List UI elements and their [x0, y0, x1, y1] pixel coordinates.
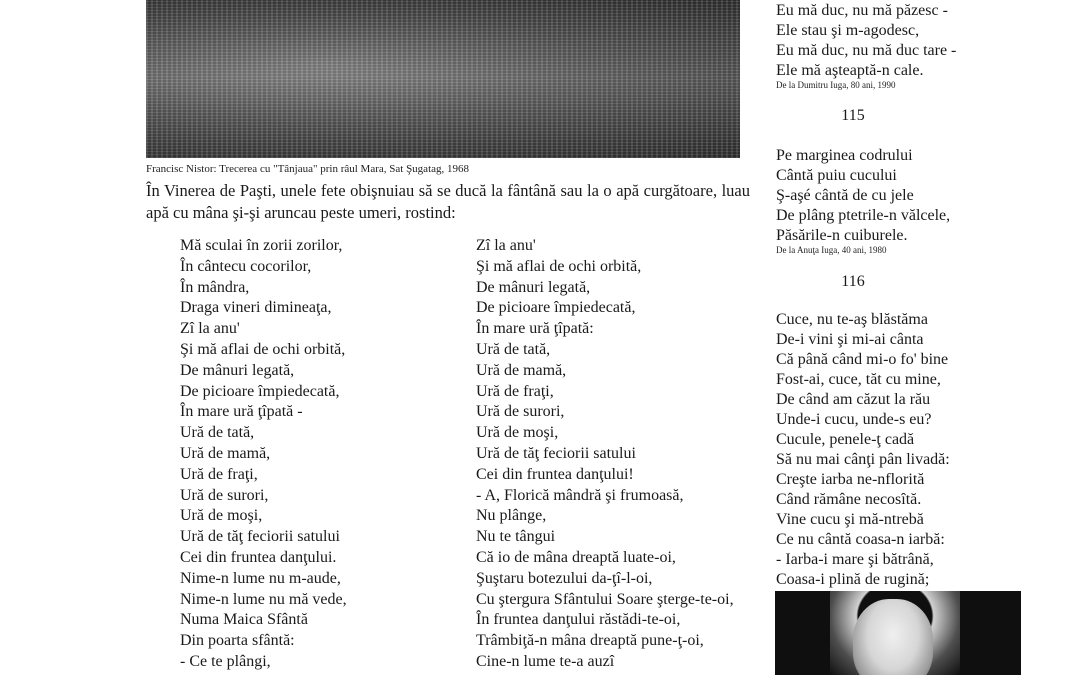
- verse-line: De picioare împiedecată,: [180, 382, 340, 400]
- verse-line: De picioare împiedecată,: [476, 299, 636, 317]
- verse-line: - Ce te plângi,: [180, 652, 271, 670]
- verse-line: Ce nu cântă coasa-n iarbă:: [776, 531, 945, 548]
- verse-line: Ele stau şi m-agodesc,: [776, 22, 920, 39]
- verse-line: Mă sculai în zorii zorilor,: [180, 237, 343, 254]
- verse-line: Ură de fraţi,: [476, 382, 554, 400]
- verse-line: Şi mă aflai de ochi orbită,: [180, 340, 346, 358]
- verse-line: Să nu mai cânţi pân livadă:: [776, 451, 950, 468]
- verse-line: Draga vineri dimineaţa,: [180, 299, 332, 317]
- verse-line: Cei din fruntea danţului!: [476, 465, 634, 483]
- poem-column-left: [180, 236, 347, 673]
- source-note-114: De la Dumitru Iuga, 80 ani, 1990: [776, 80, 896, 90]
- verse-line: Creşte iarba ne-nflorită: [776, 471, 925, 488]
- poem-number-115: 115: [841, 107, 865, 124]
- verse-line: Ură de surori,: [180, 486, 269, 504]
- verse-line: În cântecu cocorilor,: [180, 257, 312, 275]
- verse-line: Nime-n lume nu m-aude,: [180, 569, 341, 587]
- verse-line: Nime-n lume nu mă vede,: [180, 590, 347, 608]
- verse-line: Coasa-i plină de rugină;: [776, 571, 930, 588]
- verse-line: Că io de mâna dreaptă luate-oi,: [476, 548, 676, 566]
- verse-line: Nu plânge,: [476, 507, 547, 525]
- verse-line: Ş-aşé cântă de cu jele: [776, 187, 914, 204]
- verse-line: De mânuri legată,: [180, 361, 295, 379]
- verse-line: Eu mă duc, nu mă păzesc -: [776, 2, 948, 19]
- photo-caption: Francisc Nistor: Trecerea cu "Tânjaua" prin râul Mara, Sat Şugatag, 1968: [146, 163, 470, 175]
- verse-line: În mare ură ţîpată:: [476, 320, 594, 338]
- poem-column-middle: [476, 236, 734, 673]
- verse-line: De mânuri legată,: [476, 278, 591, 296]
- poem-114: [776, 1, 956, 81]
- poem-115: [776, 146, 950, 246]
- verse-line: Fost-ai, cuce, tăt cu mine,: [776, 371, 941, 388]
- verse-line: - Iarba-i mare şi bătrână,: [776, 551, 934, 568]
- verse-line: În mare ură ţîpată -: [180, 403, 303, 421]
- intro-paragraph: În Vinerea de Paşti, unele fete obişnuiau să se ducă la fântână sau la o apă curgătoare, luau apă cu mâna şi-şi aruncau peste umeri, rostind:: [146, 181, 750, 222]
- poem-116: [776, 310, 950, 590]
- verse-line: De-i vini şi mi-ai cânta: [776, 331, 924, 348]
- verse-line: Ură de moşi,: [476, 424, 559, 442]
- verse-line: Cântă puiu cucului: [776, 167, 897, 184]
- source-note-115: De la Anuţa Iuga, 40 ani, 1980: [776, 245, 887, 255]
- verse-line: Ură de tăţ feciorii satului: [180, 528, 340, 546]
- verse-line: Ură de tăţ feciorii satului: [476, 444, 636, 462]
- verse-line: Că până când mi-o fo' bine: [776, 351, 949, 368]
- verse-line: De când am căzut la rău: [776, 391, 931, 408]
- verse-line: Ură de surori,: [476, 403, 565, 421]
- verse-line: Nu te tângui: [476, 528, 556, 546]
- verse-line: Ură de mamă,: [476, 361, 567, 379]
- verse-line: Ură de tată,: [476, 340, 551, 358]
- verse-line: Unde-i cucu, unde-s eu?: [776, 411, 932, 428]
- verse-line: Pe marginea codrului: [776, 147, 913, 164]
- portrait-photo: [775, 591, 1021, 675]
- verse-line: Cei din fruntea danţului.: [180, 548, 337, 566]
- verse-line: În mândra,: [180, 278, 250, 296]
- verse-line: Numa Maica Sfântă: [180, 611, 308, 629]
- verse-line: Şi mă aflai de ochi orbită,: [476, 257, 642, 275]
- verse-line: Eu mă duc, nu mă duc tare -: [776, 42, 957, 59]
- verse-line: Trâmbiţă-n mâna dreaptă pune-ţ-oi,: [476, 632, 704, 650]
- verse-line: Ură de fraţi,: [180, 465, 258, 483]
- verse-line: Cucule, penele-ţ cadă: [776, 431, 915, 448]
- poem-number-116: 116: [841, 273, 865, 290]
- verse-line: Din poarta sfântă:: [180, 632, 295, 650]
- verse-line: Zî la anu': [476, 237, 536, 254]
- verse-line: Cine-n lume te-a auzî: [476, 652, 615, 670]
- verse-line: Când rămâne necosîtă.: [776, 491, 922, 508]
- verse-line: Păsările-n cuiburele.: [776, 227, 908, 244]
- river-crossing-photo: [146, 0, 740, 158]
- verse-line: Zî la anu': [180, 320, 240, 338]
- verse-line: Şuştaru botezului da-ţî-l-oi,: [476, 569, 653, 587]
- face-shape: [853, 599, 933, 675]
- verse-line: Ele mă aşteaptă-n cale.: [776, 62, 924, 79]
- verse-line: Cu ştergura Sfântului Soare şterge-te-oi,: [476, 590, 734, 608]
- verse-line: Ură de mamă,: [180, 444, 271, 462]
- verse-line: - A, Florică mândră şi frumoasă,: [476, 486, 684, 504]
- verse-line: Cuce, nu te-aş blăstăma: [776, 311, 928, 328]
- verse-line: Vine cucu şi mă-ntrebă: [776, 511, 924, 528]
- verse-line: De plâng ptetrile-n vălcele,: [776, 207, 951, 224]
- verse-line: Ură de tată,: [180, 424, 255, 442]
- verse-line: Ură de moşi,: [180, 507, 263, 525]
- verse-line: În fruntea danţului răstădi-te-oi,: [476, 611, 681, 629]
